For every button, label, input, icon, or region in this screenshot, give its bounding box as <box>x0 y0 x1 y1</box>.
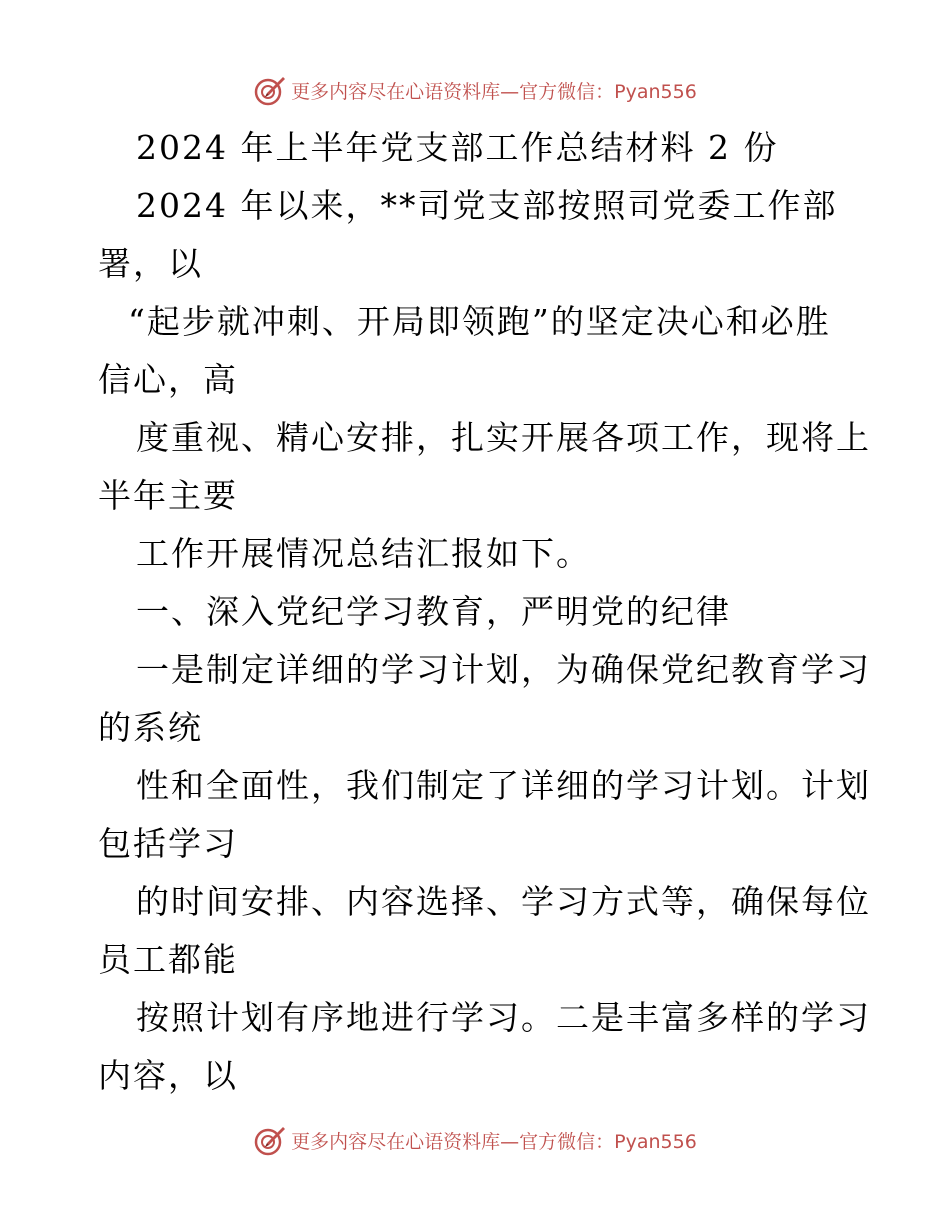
watermark-text: 更多内容尽在心语资料库—官方微信：Pyan556 <box>291 1130 697 1153</box>
paragraph-line: 署，以 <box>98 244 203 283</box>
paragraph-line: 半年主要 <box>98 476 238 515</box>
paragraph-line: 员工都能 <box>98 940 238 979</box>
pen-logo-icon <box>253 73 287 107</box>
paragraph-line: 性和全面性，我们制定了详细的学习计划。计划 <box>136 766 871 805</box>
paragraph-line: 的系统 <box>98 708 203 747</box>
paragraph-line: 度重视、精心安排，扎实开展各项工作，现将上 <box>136 418 871 457</box>
paragraph-line: 工作开展情况总结汇报如下。 <box>136 534 591 573</box>
footer-watermark <box>0 1120 950 1160</box>
paragraph-line: 包括学习 <box>98 824 238 863</box>
paragraph-line: 2024 年以来，**司党支部按照司党委工作部 <box>136 186 838 225</box>
document-title: 2024 年上半年党支部工作总结材料 2 份 <box>136 128 779 167</box>
paragraph-line: 的时间安排、内容选择、学习方式等，确保每位 <box>136 882 871 921</box>
pen-logo-icon <box>253 1123 287 1157</box>
paragraph-line: 一是制定详细的学习计划，为确保党纪教育学习 <box>136 650 871 689</box>
header-watermark <box>0 70 950 110</box>
paragraph-line: 按照计划有序地进行学习。二是丰富多样的学习 <box>136 998 871 1037</box>
watermark-text: 更多内容尽在心语资料库—官方微信：Pyan556 <box>291 80 697 103</box>
paragraph-line: 信心，高 <box>98 360 238 399</box>
paragraph-line: 内容，以 <box>98 1056 238 1095</box>
section-heading: 一、深入党纪学习教育，严明党的纪律 <box>136 592 731 631</box>
paragraph-line: “起步就冲刺、开局即领跑”的坚定决心和必胜 <box>128 302 831 341</box>
